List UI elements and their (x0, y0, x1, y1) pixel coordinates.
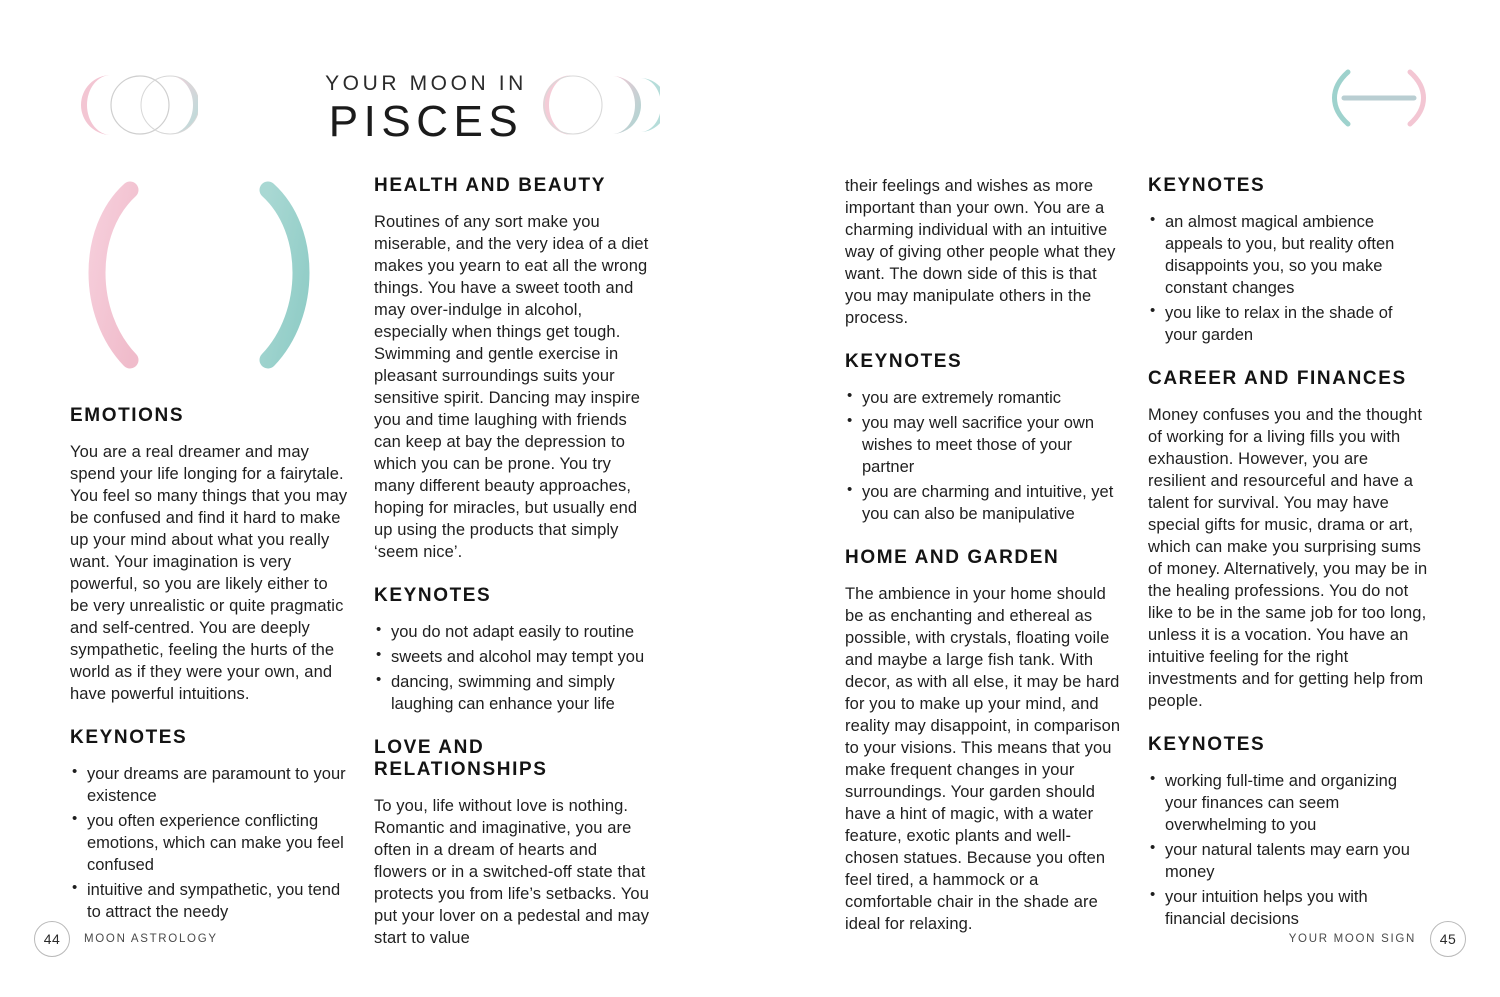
keynotes-list (1148, 770, 1428, 930)
section-emotions (70, 405, 348, 705)
keynotes-heading: KEYNOTES (845, 351, 963, 373)
section-heading: LOVE AND RELATIONSHIPS (374, 737, 548, 780)
list-item: • you may well sacrifice your own wishes to meet those of your partner (845, 412, 1123, 478)
moon-phase-ornament-right (540, 72, 660, 138)
list-item: • an almost magical ambience appeals to you, but reality often disappoints you, so you make constant changes (1148, 211, 1428, 299)
text-column-3 (845, 175, 1123, 945)
moon-phase-ornament-left (78, 72, 198, 138)
keynotes-home-and-garden (1148, 175, 1428, 346)
list-item: • your dreams are paramount to your existence (70, 763, 348, 807)
section-health-and-beauty (374, 175, 650, 563)
keynotes-heading: KEYNOTES (1148, 734, 1266, 755)
section-love-continued (845, 175, 1123, 329)
keynotes-love-and-relationships (845, 351, 1123, 525)
section-heading: HEALTH AND BEAUTY (374, 175, 606, 196)
text-column-2 (374, 175, 650, 959)
keynotes-list (845, 387, 1123, 525)
footer-label-right: YOUR MOON SIGN (1288, 933, 1416, 945)
keynotes-career-and-finances (1148, 734, 1428, 930)
list-item: • dancing, swimming and simply laughing can enhance your life (374, 671, 650, 715)
list-item: • you are charming and intuitive, yet you can also be manipulative (845, 481, 1123, 525)
list-item: • you often experience conflicting emotions, which can make you feel confused (70, 810, 348, 876)
section-heading: EMOTIONS (70, 405, 185, 426)
pisces-glyph-art (72, 172, 322, 384)
list-item: • you do not adapt easily to routine (374, 621, 650, 643)
keynotes-heading: KEYNOTES (1148, 175, 1266, 196)
keynotes-emotions (70, 727, 348, 923)
keynotes-health-and-beauty (374, 585, 650, 715)
section-paragraph: You are a real dreamer and may spend your life longing for a fairytale. You feel so many things that you may be confused and find it hard to make up your mind about what you really want. Your imagination is very powerful, so you are likely either to be very unrealistic or quite pragmatic and self-centred. You are deeply sympathetic, feeling the hurts of the world as if they were your own, and have powerful intuitions. (70, 442, 348, 704)
page-title (266, 72, 586, 144)
section-heading: HOME AND GARDEN (845, 547, 1060, 569)
keynotes-list (374, 621, 650, 715)
text-column-1 (70, 405, 348, 926)
page-number-right: 45 (1430, 921, 1466, 957)
section-career-and-finances (1148, 368, 1428, 712)
keynotes-list (70, 763, 348, 923)
list-item: • working full-time and organizing your finances can seem overwhelming to you (1148, 770, 1428, 836)
section-paragraph: To you, life without love is nothing. Romantic and imaginative, you are often in a dream of hearts and flowers or in a switched-off state that protects you from life’s setbacks. You put your lover on a pedestal and may start to value (374, 796, 650, 947)
page-number-left: 44 (34, 921, 70, 957)
pisces-glyph-icon (1318, 62, 1438, 134)
list-item: • you like to relax in the shade of your garden (1148, 302, 1428, 346)
list-item: • sweets and alcohol may tempt you (374, 646, 650, 668)
footer-label-left: MOON ASTROLOGY (84, 933, 218, 945)
section-paragraph: Routines of any sort make you miserable, and the very idea of a diet makes you yearn to eat all the wrong things. You have a sweet tooth and may over-indulge in alcohol, especially when things get tough. Swimming and gentle exercise in pleasant surroundings suits your sensitive spirit. Dancing may inspire you and time laughing with friends can keep at bay the depression to which you can be prone. You try many different beauty approaches, hoping for miracles, but usually end up using the products that simply ‘seem nice’. (374, 212, 649, 562)
section-paragraph: their feelings and wishes as more important than your own. You are a charming individual with an intuitive way of giving other people what they want. The down side of this is that you may manipulate others in the process. (845, 177, 1116, 328)
list-item: • intuitive and sympathetic, you tend to attract the needy (70, 879, 348, 923)
page-title-big: PISCES (328, 97, 524, 146)
section-heading: CAREER AND FINANCES (1148, 367, 1407, 389)
keynotes-heading: KEYNOTES (70, 727, 188, 749)
keynotes-heading: KEYNOTES (374, 585, 492, 607)
section-paragraph: Money confuses you and the thought of working for a living fills you with exhaustion. However, you are resilient and resourceful and have a talent for survival. You may have special gifts for music, drama or art, which can make you surprising sums of money. Alternatively, you may be in the healing professions. You do not like to be in the same job for too long, unless it is a vocation. You have an intuitive feeling for the right investments and for getting help from people. (1148, 405, 1428, 710)
section-home-and-garden (845, 547, 1123, 935)
list-item: • you are extremely romantic (845, 387, 1123, 409)
section-love-and-relationships (374, 737, 650, 949)
keynotes-list (1148, 211, 1428, 346)
footer-right (1289, 921, 1466, 957)
text-column-4 (1148, 175, 1428, 933)
section-paragraph: The ambience in your home should be as enchanting and ethereal as possible, with crystals, floating voile and maybe a large fish tank. With decor, as with all else, it may be hard for you to make up your mind, and reality may disappoint, in comparison to your visions. This means that you make frequent changes in your surroundings. Your garden should have a hint of magic, with a water feature, exotic plants and well-chosen statues. Because you often feel tired, a hammock or a comfortable chair in the shade are ideal for relaxing. (845, 584, 1121, 934)
page-title-small: YOUR MOON IN (325, 72, 527, 95)
list-item: • your intuition helps you with financial decisions (1148, 886, 1428, 930)
footer-left (34, 921, 218, 957)
list-item: • your natural talents may earn you money (1148, 839, 1428, 883)
page-header (70, 58, 670, 148)
